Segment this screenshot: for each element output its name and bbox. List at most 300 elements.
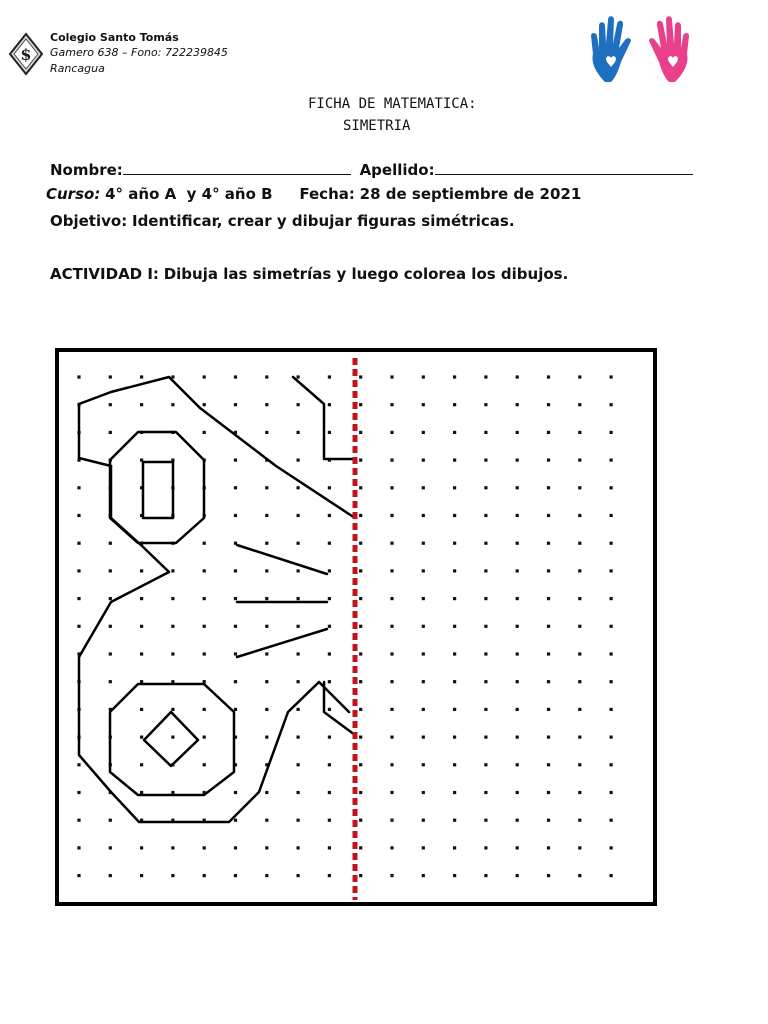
grid-dot [610, 874, 613, 877]
lower-diamond [144, 712, 198, 766]
grid-dot [171, 708, 174, 711]
grid-dot [77, 625, 80, 628]
grid-dot [453, 431, 456, 434]
grid-dot [234, 597, 237, 600]
grid-dot [390, 625, 393, 628]
grid-dot [265, 569, 268, 572]
grid-dot [109, 625, 112, 628]
grid-dot [578, 625, 581, 628]
symmetry-grid [55, 348, 657, 906]
activity-text: Dibuja las simetrías y luego colorea los dibujos. [163, 265, 569, 283]
grid-dot [390, 846, 393, 849]
grid-dot [578, 431, 581, 434]
grid-dot [547, 874, 550, 877]
grid-dot [516, 625, 519, 628]
grid-dot [140, 791, 143, 794]
grid-dot [578, 459, 581, 462]
grid-dot [547, 542, 550, 545]
grid-dot [328, 708, 331, 711]
grid-dot [390, 763, 393, 766]
svg-text:$: $ [20, 45, 32, 64]
school-name: Colegio Santo Tomás [50, 31, 179, 44]
grid-dot [265, 486, 268, 489]
grid-dot [171, 736, 174, 739]
grid-dot [453, 680, 456, 683]
grid-dot [578, 680, 581, 683]
grid-dot [297, 763, 300, 766]
grid-dot [328, 791, 331, 794]
grid-dot [422, 403, 425, 406]
grid-dot [171, 652, 174, 655]
grid-dot [516, 486, 519, 489]
grid-dot [140, 708, 143, 711]
grid-dot [297, 680, 300, 683]
grid-dot [234, 459, 237, 462]
grid-dot [328, 874, 331, 877]
grid-dot [265, 791, 268, 794]
symmetry-drawing [59, 352, 653, 902]
grid-dot [516, 403, 519, 406]
activity-label: ACTIVIDAD I: [50, 265, 159, 283]
grid-dot [422, 597, 425, 600]
grid-dot [171, 846, 174, 849]
grid-dot [578, 569, 581, 572]
grid-dot [610, 791, 613, 794]
grid-dot [484, 486, 487, 489]
grid-dot [234, 514, 237, 517]
grid-dot [453, 763, 456, 766]
grid-dot [109, 542, 112, 545]
grid-dot [422, 486, 425, 489]
dot-grid [77, 375, 612, 877]
grid-dot [171, 597, 174, 600]
grid-dot [547, 736, 550, 739]
curso-value: 4° año A y 4° año B [105, 185, 273, 203]
fecha-label: Fecha: [299, 185, 355, 203]
grid-dot [578, 514, 581, 517]
grid-dot [265, 597, 268, 600]
grid-dot [297, 736, 300, 739]
grid-dot [171, 874, 174, 877]
grid-dot [234, 846, 237, 849]
grid-dot [328, 652, 331, 655]
worksheet-title: FICHA DE MATEMATICA: [308, 96, 477, 112]
grid-dot [77, 375, 80, 378]
grid-dot [610, 625, 613, 628]
grid-dot [359, 708, 362, 711]
grid-dot [610, 846, 613, 849]
grid-dot [328, 597, 331, 600]
grid-dot [297, 846, 300, 849]
grid-dot [422, 846, 425, 849]
grid-dot [171, 791, 174, 794]
grid-dot [484, 791, 487, 794]
grid-dot [422, 708, 425, 711]
grid-dot [328, 486, 331, 489]
grid-dot [516, 763, 519, 766]
grid-dot [610, 569, 613, 572]
grid-dot [140, 652, 143, 655]
grid-dot [578, 708, 581, 711]
grid-dot [77, 569, 80, 572]
grid-dot [359, 514, 362, 517]
grid-dot [484, 514, 487, 517]
nombre-label: Nombre: [50, 161, 123, 179]
grid-dot [547, 846, 550, 849]
grid-dot [140, 846, 143, 849]
grid-dot [234, 569, 237, 572]
grid-dot [453, 708, 456, 711]
grid-dot [453, 486, 456, 489]
grid-dot [610, 486, 613, 489]
grid-dot [297, 542, 300, 545]
grid-dot [578, 542, 581, 545]
grid-dot [578, 791, 581, 794]
grid-dot [578, 763, 581, 766]
grid-dot [578, 486, 581, 489]
grid-dot [297, 791, 300, 794]
grid-dot [265, 874, 268, 877]
grid-dot [610, 597, 613, 600]
grid-dot [234, 791, 237, 794]
grid-dot [359, 680, 362, 683]
grid-dot [234, 708, 237, 711]
grid-dot [453, 375, 456, 378]
grid-dot [328, 569, 331, 572]
grid-dot [359, 459, 362, 462]
grid-dot [328, 403, 331, 406]
grid-dot [453, 791, 456, 794]
grid-dot [578, 597, 581, 600]
grid-dot [203, 597, 206, 600]
grid-dot [203, 542, 206, 545]
grid-dot [484, 542, 487, 545]
grid-dot [547, 375, 550, 378]
grid-dot [610, 708, 613, 711]
hands-icon [585, 12, 701, 84]
grid-dot [422, 569, 425, 572]
grid-dot [265, 375, 268, 378]
grid-dot [484, 819, 487, 822]
grid-dot [547, 597, 550, 600]
grid-dot [516, 514, 519, 517]
grid-dot [297, 819, 300, 822]
grid-dot [484, 431, 487, 434]
grid-dot [359, 375, 362, 378]
school-shield-icon [8, 32, 44, 76]
grid-dot [610, 819, 613, 822]
grid-dot [390, 431, 393, 434]
grid-dot [359, 763, 362, 766]
curso-label: Curso: [46, 185, 101, 203]
grid-dot [109, 874, 112, 877]
grid-dot [140, 403, 143, 406]
grid-dot [484, 569, 487, 572]
grid-dot [453, 846, 456, 849]
grid-dot [547, 403, 550, 406]
grid-dot [203, 708, 206, 711]
grid-dot [422, 819, 425, 822]
grid-dot [203, 569, 206, 572]
grid-dot [297, 431, 300, 434]
grid-dot [516, 791, 519, 794]
grid-dot [359, 486, 362, 489]
grid-dot [265, 708, 268, 711]
grid-dot [297, 625, 300, 628]
grid-dot [203, 736, 206, 739]
grid-dot [328, 625, 331, 628]
grid-dot [484, 625, 487, 628]
grid-dot [203, 763, 206, 766]
grid-dot [547, 486, 550, 489]
grid-dot [234, 819, 237, 822]
grid-dot [453, 569, 456, 572]
name-row [50, 160, 693, 179]
grid-dot [390, 652, 393, 655]
grid-dot [297, 874, 300, 877]
grid-dot [547, 680, 550, 683]
grid-dot [516, 846, 519, 849]
grid-dot [359, 791, 362, 794]
grid-dot [77, 846, 80, 849]
grid-dot [578, 403, 581, 406]
grid-dot [77, 486, 80, 489]
grid-dot [109, 403, 112, 406]
grid-dot [484, 708, 487, 711]
grid-dot [516, 597, 519, 600]
objective-row [50, 212, 515, 230]
grid-dot [140, 874, 143, 877]
grid-dot [328, 542, 331, 545]
outer-outline-upper [79, 377, 355, 518]
grid-dot [140, 736, 143, 739]
grid-dot [297, 486, 300, 489]
grid-dot [265, 652, 268, 655]
grid-dot [422, 680, 425, 683]
grid-dot [547, 819, 550, 822]
grid-dot [77, 542, 80, 545]
grid-dot [359, 403, 362, 406]
grid-dot [453, 514, 456, 517]
grid-dot [359, 542, 362, 545]
grid-dot [140, 763, 143, 766]
grid-dot [390, 569, 393, 572]
grid-dot [390, 736, 393, 739]
grid-dot [516, 542, 519, 545]
grid-dot [359, 846, 362, 849]
grid-dot [484, 846, 487, 849]
grid-dot [453, 874, 456, 877]
grid-dot [422, 431, 425, 434]
grid-dot [453, 819, 456, 822]
grid-dot [234, 652, 237, 655]
grid-dot [610, 736, 613, 739]
grid-dot [610, 652, 613, 655]
grid-dot [547, 652, 550, 655]
grid-dot [453, 625, 456, 628]
grid-dot [516, 375, 519, 378]
grid-dot [109, 652, 112, 655]
grid-dot [109, 846, 112, 849]
objetivo-label: Objetivo: [50, 212, 128, 230]
grid-dot [203, 403, 206, 406]
grid-dot [516, 736, 519, 739]
grid-dot [453, 542, 456, 545]
grid-dot [265, 514, 268, 517]
grid-dot [328, 431, 331, 434]
grid-dot [484, 763, 487, 766]
apellido-label: Apellido: [359, 161, 435, 179]
grid-dot [610, 763, 613, 766]
grid-dot [484, 403, 487, 406]
grid-dot [547, 431, 550, 434]
grid-dot [484, 459, 487, 462]
grid-dot [547, 708, 550, 711]
grid-dot [484, 736, 487, 739]
grid-dot [484, 652, 487, 655]
grid-dot [516, 652, 519, 655]
grid-dot [265, 431, 268, 434]
grid-dot [140, 569, 143, 572]
grid-dot [422, 625, 425, 628]
grid-dot [109, 819, 112, 822]
grid-dot [390, 680, 393, 683]
grid-dot [297, 708, 300, 711]
grid-dot [265, 625, 268, 628]
grid-dot [265, 680, 268, 683]
grid-dot [547, 514, 550, 517]
grid-dot [484, 375, 487, 378]
grid-dot [359, 652, 362, 655]
grid-dot [328, 819, 331, 822]
school-info [50, 30, 228, 77]
outer-outline-top [79, 404, 111, 466]
grid-dot [297, 375, 300, 378]
grid-dot [171, 403, 174, 406]
grid-dot [109, 569, 112, 572]
grid-dot [77, 597, 80, 600]
grid-dot [422, 736, 425, 739]
grid-dot [484, 597, 487, 600]
grid-dot [390, 486, 393, 489]
grid-dot [484, 680, 487, 683]
grid-dot [390, 597, 393, 600]
half-drawing [79, 377, 355, 822]
grid-dot [610, 375, 613, 378]
grid-dot [516, 874, 519, 877]
grid-dot [265, 819, 268, 822]
grid-dot [453, 403, 456, 406]
grid-dot [109, 597, 112, 600]
grid-dot [265, 542, 268, 545]
grid-dot [610, 403, 613, 406]
grid-dot [610, 431, 613, 434]
grid-dot [328, 763, 331, 766]
grid-dot [328, 846, 331, 849]
grid-dot [109, 431, 112, 434]
grid-dot [265, 403, 268, 406]
grid-dot [109, 375, 112, 378]
grid-dot [516, 680, 519, 683]
grid-dot [297, 652, 300, 655]
grid-dot [390, 514, 393, 517]
apellido-blank[interactable] [435, 160, 693, 175]
grid-dot [328, 375, 331, 378]
grid-dot [578, 819, 581, 822]
grid-dot [203, 431, 206, 434]
grid-dot [203, 375, 206, 378]
grid-dot [516, 569, 519, 572]
grid-dot [359, 569, 362, 572]
worksheet-subtitle: SIMETRIA [343, 118, 411, 134]
grid-dot [297, 597, 300, 600]
grid-dot [359, 874, 362, 877]
grid-dot [390, 459, 393, 462]
grid-dot [203, 652, 206, 655]
grid-dot [422, 874, 425, 877]
grid-dot [203, 625, 206, 628]
grid-dot [390, 375, 393, 378]
objetivo-value: Identificar, crear y dibujar figuras simétricas. [131, 212, 515, 230]
nombre-blank[interactable] [123, 160, 351, 175]
pink-hand-icon [649, 16, 689, 82]
blue-hand-icon [591, 16, 631, 82]
lower-octagon [110, 684, 234, 795]
grid-dot [516, 431, 519, 434]
grid-dot [453, 652, 456, 655]
grid-dot [578, 736, 581, 739]
grid-dot [265, 846, 268, 849]
grid-dot [359, 736, 362, 739]
grid-dot [547, 763, 550, 766]
grid-dot [171, 569, 174, 572]
grid-dot [390, 819, 393, 822]
outer-outline-left [79, 466, 349, 822]
grid-dot [578, 874, 581, 877]
grid-dot [77, 514, 80, 517]
grid-dot [328, 680, 331, 683]
upper-rectangle [143, 462, 173, 518]
grid-dot [234, 874, 237, 877]
fecha-value: 28 de septiembre de 2021 [359, 185, 582, 203]
grid-dot [359, 431, 362, 434]
grid-dot [422, 375, 425, 378]
grid-dot [390, 708, 393, 711]
grid-dot [265, 736, 268, 739]
school-address: Gamero 638 – Fono: 722239845 [50, 46, 228, 59]
grid-dot [234, 375, 237, 378]
grid-dot [578, 375, 581, 378]
grid-dot [578, 846, 581, 849]
grid-dot [516, 819, 519, 822]
grid-dot [422, 763, 425, 766]
grid-dot [516, 459, 519, 462]
grid-dot [297, 514, 300, 517]
wing-line-1 [237, 545, 327, 574]
grid-dot [484, 874, 487, 877]
grid-dot [422, 459, 425, 462]
school-city: Rancagua [50, 62, 105, 75]
grid-dot [547, 569, 550, 572]
grid-dot [578, 652, 581, 655]
grid-dot [422, 791, 425, 794]
grid-dot [140, 375, 143, 378]
grid-dot [610, 680, 613, 683]
grid-dot [297, 403, 300, 406]
course-row [46, 185, 581, 203]
grid-dot [422, 514, 425, 517]
antenna-right [293, 377, 355, 459]
